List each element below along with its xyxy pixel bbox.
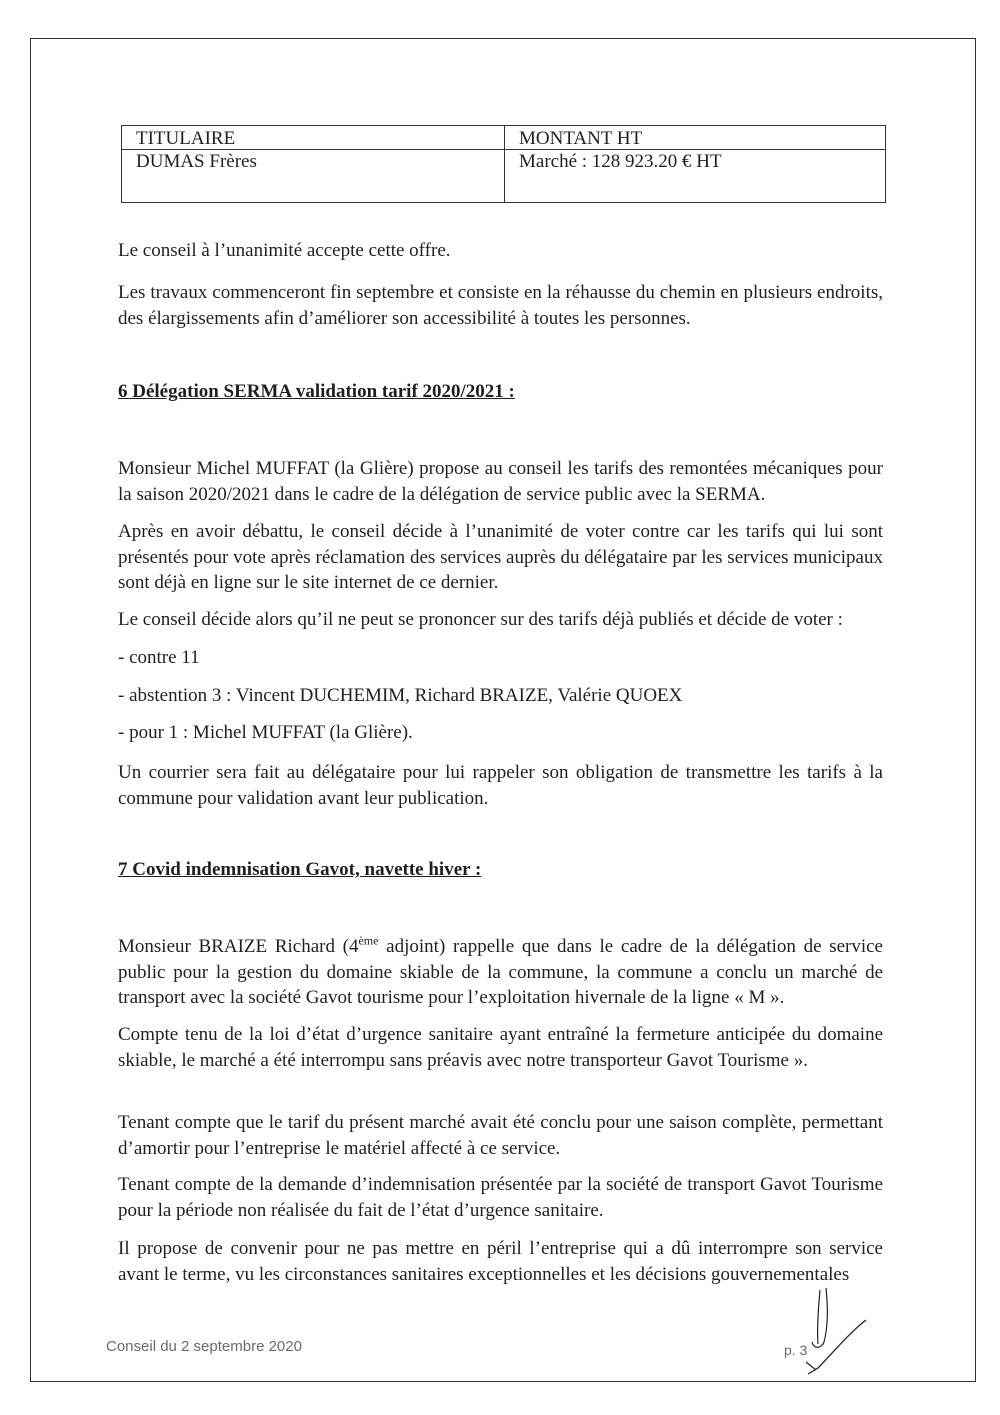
table-header-titulaire: TITULAIRE (122, 127, 504, 150)
vote-pour: - pour 1 : Michel MUFFAT (la Glière). (118, 722, 413, 743)
section-6-paragraph-1: Monsieur Michel MUFFAT (la Glière) propose au conseil les tarifs des remontées mécaniques pour la saison 2020/2021 dans le cadre de la délégation de service public avec la SERMA. (118, 458, 883, 505)
section-7-paragraph-1-start: Monsieur BRAIZE Richard (4 (118, 936, 359, 957)
section-7-paragraph-5: Il propose de convenir pour ne pas mettre en péril l’entreprise qui a dû interrompre son service avant le terme, vu les circonstances sanitaires exceptionnelles et les décisions gouvernementales (118, 1238, 883, 1285)
table-column-titulaire (122, 126, 505, 202)
section-7-paragraph-3: Tenant compte que le tarif du présent marché avait été conclu pour une saison complète, permettant d’amortir pour l’entreprise le matériel affecté à ce service. (118, 1112, 883, 1159)
ordinal-superscript: ème (358, 933, 379, 948)
section-7-paragraph-1 (118, 934, 883, 1011)
vote-abstention: - abstention 3 : Vincent DUCHEMIM, Richard BRAIZE, Valérie QUOEX (118, 685, 683, 706)
section-6-paragraph-2: Après en avoir débattu, le conseil décide à l’unanimité de voter contre car les tarifs qui lui sont présentés pour vote après réclamation des services auprès du délégataire par les services municipaux sont déjà en ligne sur le site internet de ce dernier. (118, 521, 883, 593)
table-column-montant (505, 126, 885, 202)
contract-table (121, 125, 886, 203)
initials-signature (800, 1282, 870, 1377)
paragraph-travaux: Les travaux commenceront fin septembre et consiste en la réhausse du chemin en plusieurs endroits, des élargissements afin d’améliorer son accessibilité à toutes les personnes. (118, 282, 883, 329)
section-7-paragraph-4: Tenant compte de la demande d’indemnisation présentée par la société de transport Gavot Tourisme pour la période non réalisée du fait de l’état d’urgence sanitaire. (118, 1174, 883, 1221)
table-cell-titulaire: DUMAS Frères (136, 151, 257, 172)
section-6-title: 6 Délégation SERMA validation tarif 2020/2021 : (118, 381, 515, 402)
section-7-title: 7 Covid indemnisation Gavot, navette hiver : (118, 859, 482, 880)
table-cell-montant: Marché : 128 923.20 € HT (519, 151, 722, 172)
section-6-paragraph-3: Le conseil décide alors qu’il ne peut se prononcer sur des tarifs déjà publiés et décide de voter : (118, 609, 843, 630)
vote-contre: - contre 11 (118, 647, 200, 668)
section-6-paragraph-4: Un courrier sera fait au délégataire pour lui rappeler son obligation de transmettre les tarifs à la commune pour validation avant leur publication. (118, 762, 883, 809)
footer-page-number: p. 3 (784, 1342, 808, 1358)
table-header-montant: MONTANT HT (505, 127, 885, 150)
footer-meeting-date: Conseil du 2 septembre 2020 (106, 1338, 302, 1355)
section-7-paragraph-1-end: adjoint) rappelle que dans le cadre de la délégation de service public pour la gestion du domaine skiable de la commune, la commune a conclu un marché de transport avec la société Gavot tourisme pour l’exploitation hivernale de la ligne « M ». (118, 936, 883, 1008)
paragraph-acceptance: Le conseil à l’unanimité accepte cette offre. (118, 240, 451, 261)
section-7-paragraph-2: Compte tenu de la loi d’état d’urgence sanitaire ayant entraîné la fermeture anticipée du domaine skiable, le marché a été interrompu sans préavis avec notre transporteur Gavot Tourisme ». (118, 1024, 883, 1071)
